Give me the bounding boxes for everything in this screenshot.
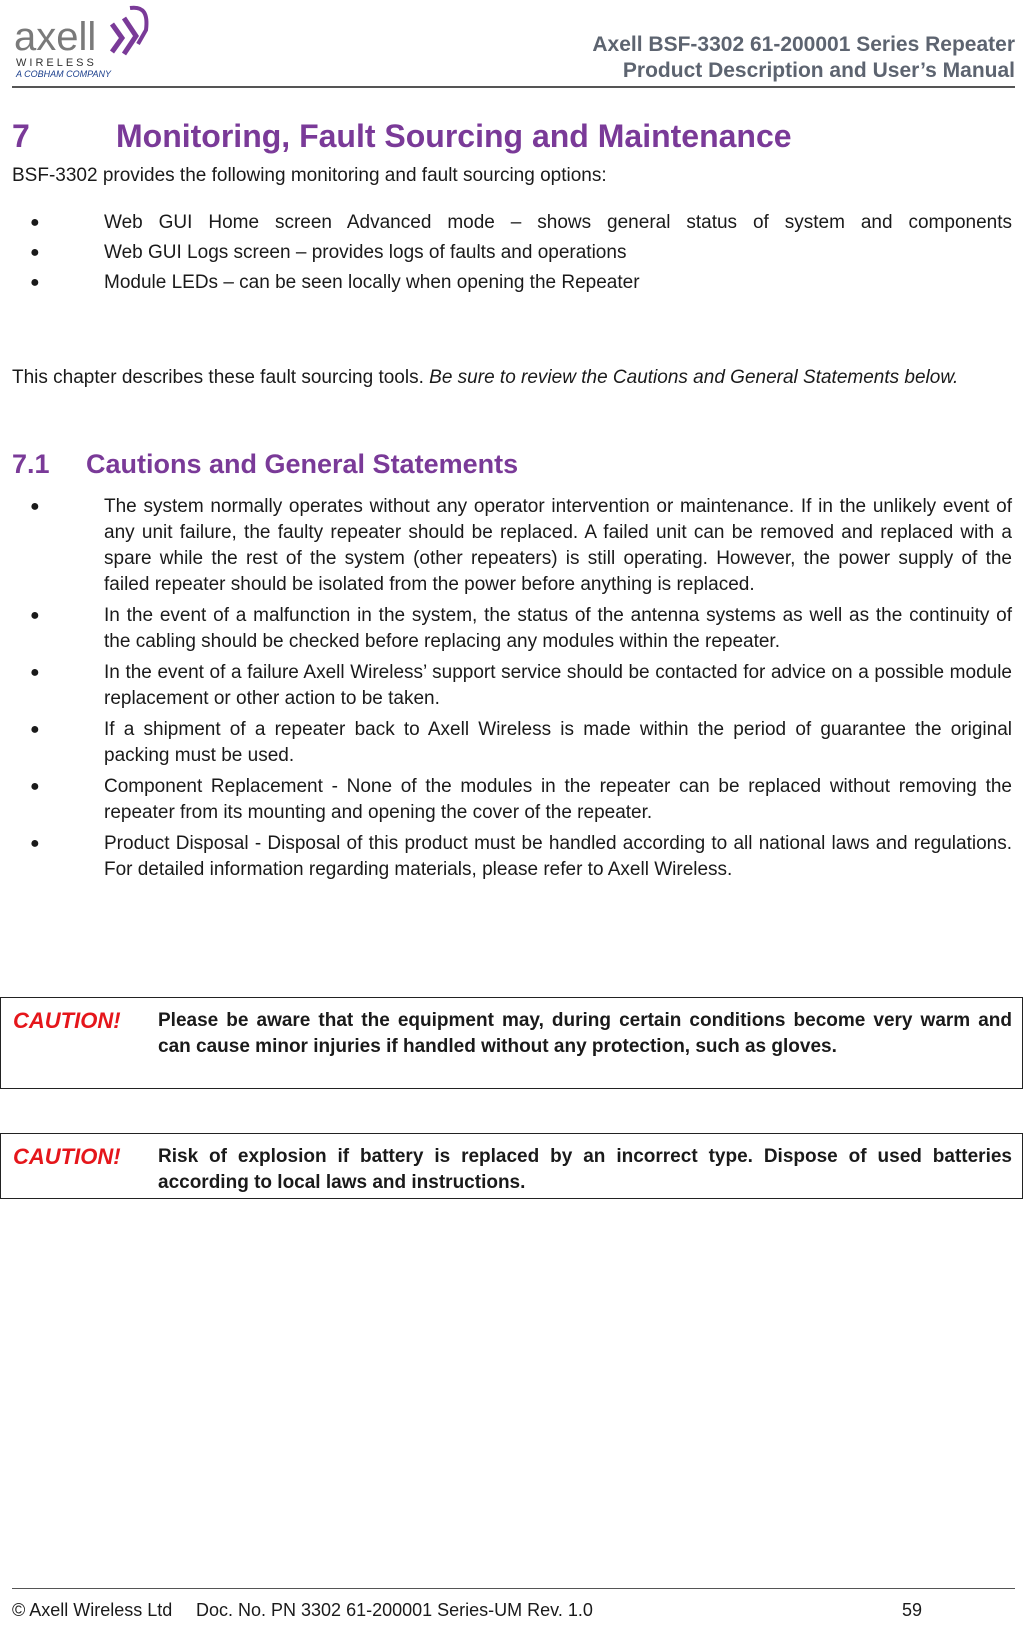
caution-label: CAUTION!: [13, 1144, 121, 1169]
chapter-description: This chapter describes these fault sourcing tools. Be sure to review the Cautions and General Statements below.: [12, 367, 959, 388]
footer-copyright: © Axell Wireless Ltd: [12, 1600, 173, 1620]
review-note: Be sure to review the Cautions and General Statements below.: [429, 367, 959, 388]
footer-divider: [12, 1588, 1015, 1589]
header-title-line1: Axell BSF-3302 61-200001 Series Repeater: [592, 33, 1015, 56]
list-item: ● Web GUI Logs screen – provides logs of faults and operations: [12, 240, 1012, 266]
bullet-icon: ●: [30, 778, 40, 795]
bullet-icon: ●: [30, 244, 40, 261]
chapter-title: Monitoring, Fault Sourcing and Maintenance: [116, 118, 792, 154]
section-number: 7.1: [12, 449, 50, 479]
bullet-icon: ●: [30, 607, 40, 624]
list-item: ● Web GUI Home screen Advanced mode – shows general status of system and components: [12, 210, 1012, 236]
list-item: ● The system normally operates without any operator intervention or maintenance. If in the unlikely event of any unit failure, the faulty repeater should be replaced. A failed unit can be removed and replaced with a spare while the rest of the system (other repeaters) is still operating. However, the power supply of the failed repeater should be isolated from the power before anything is replaced.: [30, 496, 1012, 595]
bullet-icon: ●: [30, 835, 40, 852]
caution-box-battery: [0, 1133, 1023, 1199]
footer-doc-number: Doc. No. PN 3302 61-200001 Series-UM Rev. 1.0: [196, 1600, 593, 1620]
document-title: [592, 32, 1015, 84]
list-item: ● If a shipment of a repeater back to Axell Wireless is made within the period of guarantee the original packing must be used.: [30, 719, 1012, 766]
bullet-icon: ●: [30, 498, 40, 515]
section-title: Cautions and General Statements: [86, 449, 519, 479]
page-header: [12, 4, 1015, 86]
caution-label: CAUTION!: [13, 1008, 121, 1033]
chapter-number: 7: [12, 118, 30, 154]
logo-brand: axell: [14, 15, 97, 59]
caution-text: Please be aware that the equipment may, during certain conditions become very warm and can cause minor injuries if handled without any protection, such as gloves.: [158, 1010, 1012, 1057]
bullet-icon: ●: [30, 721, 40, 738]
bullet-icon: ●: [30, 274, 40, 291]
chapter-heading: [12, 116, 1012, 156]
caution-text: Risk of explosion if battery is replaced by an incorrect type. Dispose of used batteries according to local laws and instructions.: [158, 1146, 1012, 1193]
chapter-intro: BSF-3302 provides the following monitoring and fault sourcing options:: [12, 165, 607, 186]
logo-company: A COBHAM COMPANY: [16, 69, 112, 79]
cautions-list: [12, 494, 1012, 883]
header-divider: [12, 86, 1015, 88]
list-item: ● Module LEDs – can be seen locally when opening the Repeater: [12, 270, 1012, 296]
page-number: 59: [902, 1600, 923, 1620]
list-item: ● In the event of a malfunction in the system, the status of the antenna systems as well as the continuity of the cabling should be checked before replacing any modules within the repeater.: [30, 605, 1012, 652]
bullet-icon: ●: [30, 664, 40, 681]
logo-sub: WIRELESS: [16, 57, 97, 69]
list-item: ● In the event of a failure Axell Wireless’ support service should be contacted for advice on a possible module replacement or other action to be taken.: [30, 662, 1012, 709]
list-item: ● Product Disposal - Disposal of this product must be handled according to all national laws and regulations. For detailed information regarding materials, please refer to Axell Wireless.: [30, 833, 1012, 880]
caution-box-heat: [0, 997, 1023, 1089]
monitoring-options-list: [12, 210, 1012, 296]
axell-logo: [12, 4, 172, 84]
header-title-line2: Product Description and User’s Manual: [622, 59, 1015, 82]
list-item: ● Component Replacement - None of the modules in the repeater can be replaced without removing the repeater from its mounting and opening the cover of the repeater.: [30, 776, 1012, 823]
section-heading: [12, 447, 1012, 481]
bullet-icon: ●: [30, 214, 40, 231]
